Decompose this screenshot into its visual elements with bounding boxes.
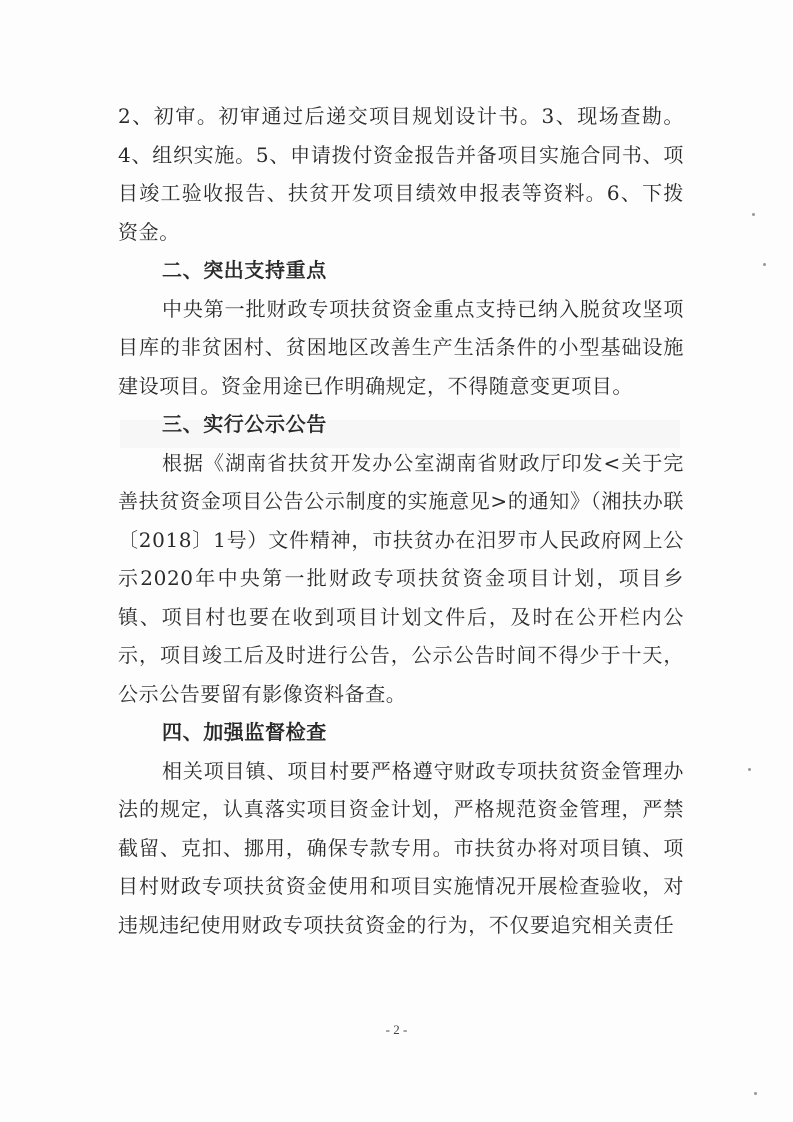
scan-speck: [754, 1092, 757, 1095]
paragraph-procedure-steps: 2、初审。初审通过后递交项目规划设计书。3、现场查勘。4、组织实施。5、申请拨付资金报告并备项目实施合同书、项目竣工验收报告、扶贫开发项目绩效申报表等资料。6、下拨资金。: [118, 104, 684, 244]
scan-speck: [763, 263, 766, 266]
paragraph-supervision: 相关项目镇、项目村要严格遵守财政专项扶贫资金管理办法的规定，认真落实项目资金计划，严格规范资金管理，严禁截留、克扣、挪用，确保专款专用。市扶贫办将对项目镇、项目村财政专项扶贫资金使用和项目实施情况开展检查验收，对违规违纪使用财政专项扶贫资金的行为，不仅要追究相关责任: [118, 758, 684, 937]
paragraph-support-focus: 中央第一批财政专项扶贫资金重点支持已纳入脱贫攻坚项目库的非贫困村、贫困地区改善生产生活条件的小型基础设施建设项目。资金用途已作明确规定，不得随意变更项目。: [118, 296, 684, 398]
heading-section-4: 四、加强监督检查: [162, 720, 327, 744]
heading-section-3: 三、实行公示公告: [162, 412, 327, 436]
paragraph-public-notice: 根据《湖南省扶贫开发办公室湖南省财政厅印发<关于完善扶贫资金项目公告公示制度的实施意见>的通知》（湘扶办联〔2018〕1号）文件精神，市扶贫办在汨罗市人民政府网上公示2020年中央第一批财政专项扶贫资金项目计划，项目乡镇、项目村也要在收到项目计划文件后，及时在公开栏内公示，项目竣工后及时进行公告，公示公告时间不得少于十天，公示公告要留有影像资料备查。: [118, 450, 684, 706]
scan-speck: [748, 768, 751, 771]
heading-section-2: 二、突出支持重点: [162, 258, 327, 282]
scan-speck: [752, 213, 755, 216]
page-number: - 2 -: [385, 1022, 408, 1037]
document-body: [118, 97, 684, 944]
